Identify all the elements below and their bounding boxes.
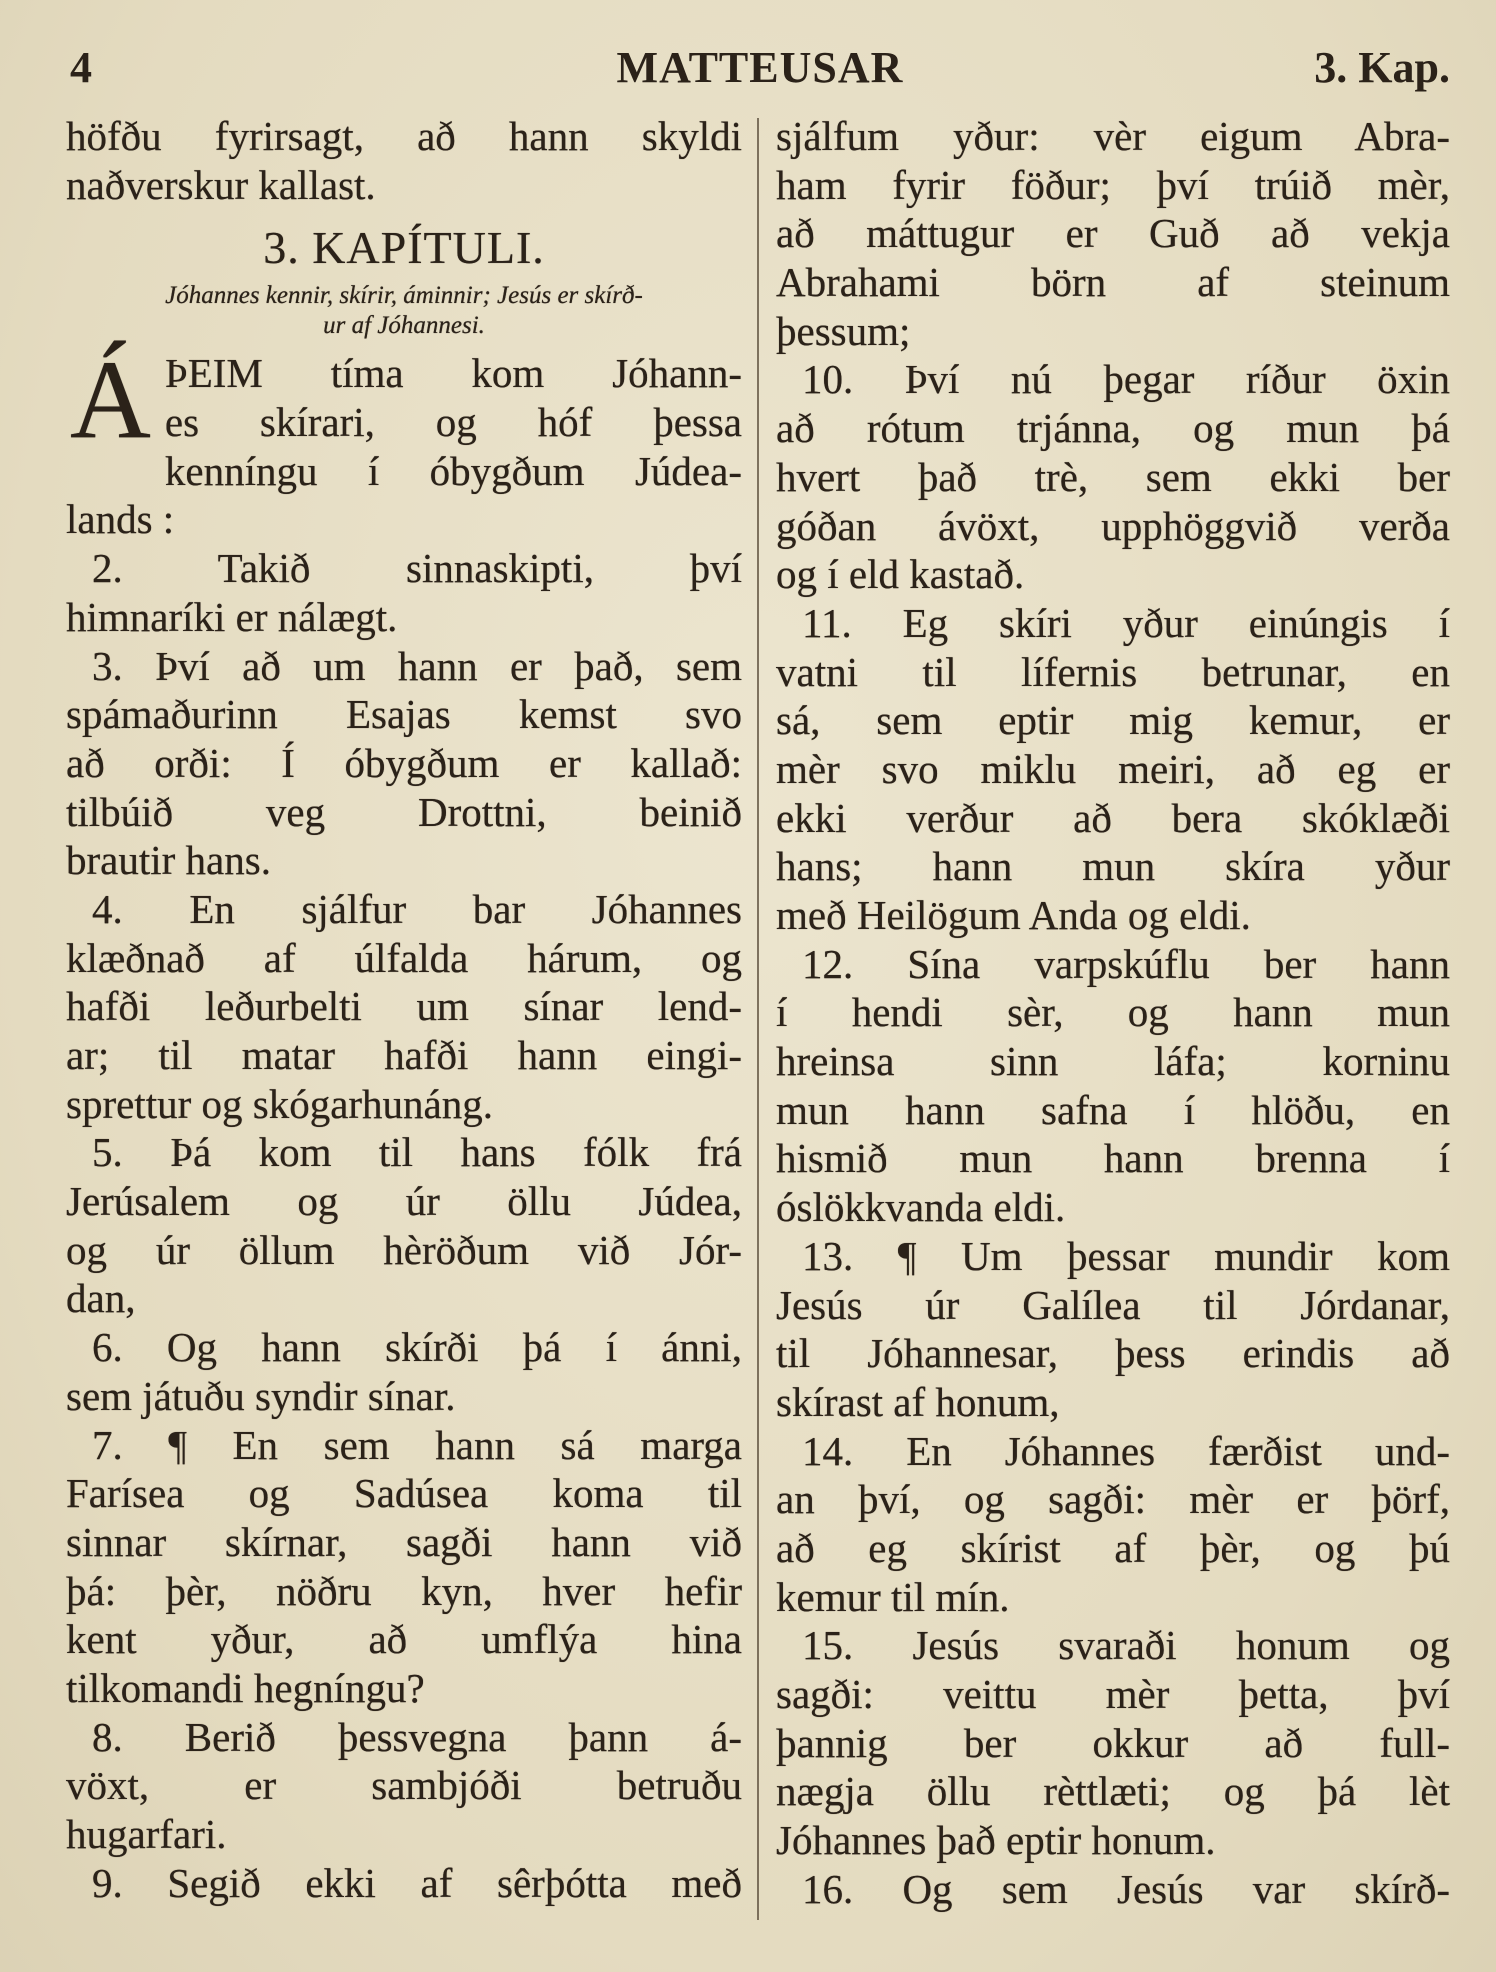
text-line: sprettur og skógarhunáng.: [66, 1080, 493, 1127]
text-line: mèr svo miklu meiri, að eg er: [776, 745, 1450, 792]
text-line: sem játuðu syndir sínar.: [66, 1372, 456, 1419]
text-line: 10. Því nú þegar ríður öxin: [802, 356, 1450, 403]
text-line: að orði: Í óbygðum er kallað:: [66, 739, 742, 786]
verse: [66, 544, 742, 641]
text-line: 7. ¶ En sem hann sá marga: [92, 1421, 742, 1468]
text-line: að eg skírist af þèr, og þú: [776, 1524, 1450, 1571]
text-line: brautir hans.: [66, 837, 271, 884]
text-line: með Heilögum Anda og eldi.: [776, 892, 1251, 938]
verse: [776, 1427, 1450, 1622]
text-line: hafði leðurbelti um sínar lend-: [66, 983, 742, 1030]
text-line: 13. ¶ Um þessar mundir kom: [802, 1232, 1450, 1279]
verse: [776, 599, 1450, 940]
text-line: óslökkvanda eldi.: [776, 1184, 1066, 1231]
text-line: spámaðurinn Esajas kemst svo: [66, 691, 742, 738]
text-line: Abrahami börn af steinum: [776, 259, 1450, 306]
continuation-paragraph: [776, 112, 1450, 355]
verse: [776, 355, 1450, 598]
text-line: Farísea og Sadúsea koma til: [66, 1470, 742, 1517]
text-line: 5. Þá kom til hans fólk frá: [92, 1129, 742, 1176]
verse: [66, 1323, 742, 1420]
text-line: hreinsa sinn láfa; korninu: [776, 1038, 1450, 1085]
verse: [66, 1713, 742, 1859]
text-line: þessum;: [776, 307, 911, 354]
summary-line: ur af Jóhannesi.: [323, 312, 485, 340]
text-line: 15. Jesús svaraði honum og: [802, 1622, 1450, 1669]
verse: [776, 1621, 1450, 1864]
text-line: hugarfari.: [66, 1811, 227, 1857]
text-line: ekki verður að bera skóklæði: [776, 794, 1450, 841]
text-line: nægja öllu rèttlæti; og þá lèt: [776, 1768, 1450, 1815]
text-line: þá: þèr, nöðru kyn, hver hefir: [66, 1567, 742, 1614]
text-line: 3. Því að um hann er það, sem: [92, 642, 742, 689]
lead-paragraph: [66, 112, 742, 209]
text-line: an því, og sagði: mèr er þörf,: [776, 1476, 1450, 1523]
text-line: kent yður, að umflýa hina: [66, 1616, 742, 1663]
text-line: 14. En Jóhannes færðist und-: [802, 1427, 1450, 1474]
page-number: 4: [70, 43, 92, 92]
chapter-summary: [66, 281, 742, 341]
text-line: ar; til matar hafði hann eingi-: [66, 1032, 742, 1078]
text-line: kenníngu í óbygðum Júdea-: [164, 447, 742, 494]
running-header: [70, 42, 1450, 102]
text-line: og í eld kastað.: [776, 551, 1025, 598]
text-line: sá, sem eptir mig kemur, er: [776, 697, 1450, 744]
text-line: mun hann safna í hlöðu, en: [776, 1086, 1450, 1133]
text-line: Jesús úr Galílea til Jórdanar,: [776, 1281, 1450, 1328]
left-verses: [66, 544, 742, 1907]
verse: [66, 1859, 742, 1908]
right-verses: [776, 355, 1450, 1913]
chapter-heading: 3. KAPÍTULI.: [263, 222, 545, 274]
right-column: [776, 112, 1450, 1913]
text-line: vatni til lífernis betrunar, en: [776, 648, 1450, 695]
text-line: 4. En sjálfur bar Jóhannes: [92, 885, 742, 932]
text-line: Jóhannes það eptir honum.: [776, 1817, 1216, 1864]
text-line: til Jóhannesar, þess erindis að: [776, 1330, 1450, 1377]
verse: [66, 1128, 742, 1323]
text-line: í hendi sèr, og hann mun: [776, 989, 1450, 1036]
running-title: MATTEUSAR: [616, 43, 904, 92]
text-line: lands :: [66, 496, 175, 543]
text-line: 11. Eg skíri yður einúngis í: [802, 599, 1450, 646]
text-line: 9. Segið ekki af sêrþótta með: [92, 1859, 742, 1906]
text-line: ÞEIM tíma kom Jóhann-: [164, 350, 742, 397]
text-line: klæðnað af úlfalda hárum, og: [66, 934, 742, 981]
verse: [66, 885, 742, 1128]
column-divider: [757, 118, 759, 1920]
text-line: 8. Berið þessvegna þann á-: [92, 1713, 742, 1760]
summary-line: Jóhannes kennir, skírir, áminnir; Jesús er skírð-: [165, 282, 643, 310]
text-line: tilkomandi hegníngu?: [66, 1664, 425, 1711]
text-line: 16. Og sem Jesús var skírð-: [802, 1865, 1450, 1912]
drop-cap: Á: [70, 338, 151, 463]
text-line: naðverskur kallast.: [66, 161, 376, 208]
text-line: skírast af honum,: [776, 1378, 1060, 1425]
text-line: ham fyrir föður; því trúið mèr,: [776, 161, 1450, 208]
text-line: hvert það trè, sem ekki ber: [776, 453, 1450, 500]
text-line: 6. Og hann skírði þá í ánni,: [92, 1324, 742, 1371]
text-line: 2. Takið sinnaskipti, því: [92, 545, 742, 592]
text-line: og úr öllum hèröðum við Jór-: [66, 1226, 742, 1273]
verse: [776, 1232, 1450, 1427]
text-line: 12. Sína varpskúflu ber hann: [802, 940, 1450, 987]
text-line: að rótum trjánna, og mun þá: [776, 405, 1450, 452]
verse: [66, 1421, 742, 1713]
text-line: höfðu fyrirsagt, að hann skyldi: [66, 113, 742, 159]
text-line: es skírari, og hóf þessa: [164, 399, 742, 446]
text-line: hismið mun hann brenna í: [776, 1135, 1450, 1182]
text-line: himnaríki er nálægt.: [66, 593, 398, 640]
text-line: dan,: [66, 1275, 136, 1322]
verse: [66, 642, 742, 885]
text-line: vöxt, er sambjóði betruðu: [66, 1762, 742, 1809]
left-column: [66, 112, 742, 1907]
text-line: tilbúið veg Drottni, beinið: [66, 788, 742, 835]
verse: [776, 1865, 1450, 1914]
chapter-reference: 3. Kap.: [1314, 43, 1450, 92]
text-line: sagði: veittu mèr þetta, því: [776, 1671, 1450, 1717]
text-line: þannig ber okkur að full-: [776, 1719, 1450, 1766]
verse: [776, 940, 1450, 1232]
text-line: kemur til mín.: [776, 1573, 1010, 1620]
text-line: góðan ávöxt, upphöggvið verða: [776, 502, 1450, 549]
text-line: Jerúsalem og úr öllu Júdea,: [66, 1178, 742, 1225]
text-line: að máttugur er Guð að vekja: [776, 210, 1450, 257]
text-line: hans; hann mun skíra yður: [776, 843, 1450, 890]
text-line: sjálfum yður: vèr eigum Abra-: [776, 113, 1450, 159]
text-line: sinnar skírnar, sagði hann við: [66, 1518, 742, 1565]
verse-1: [66, 338, 742, 544]
